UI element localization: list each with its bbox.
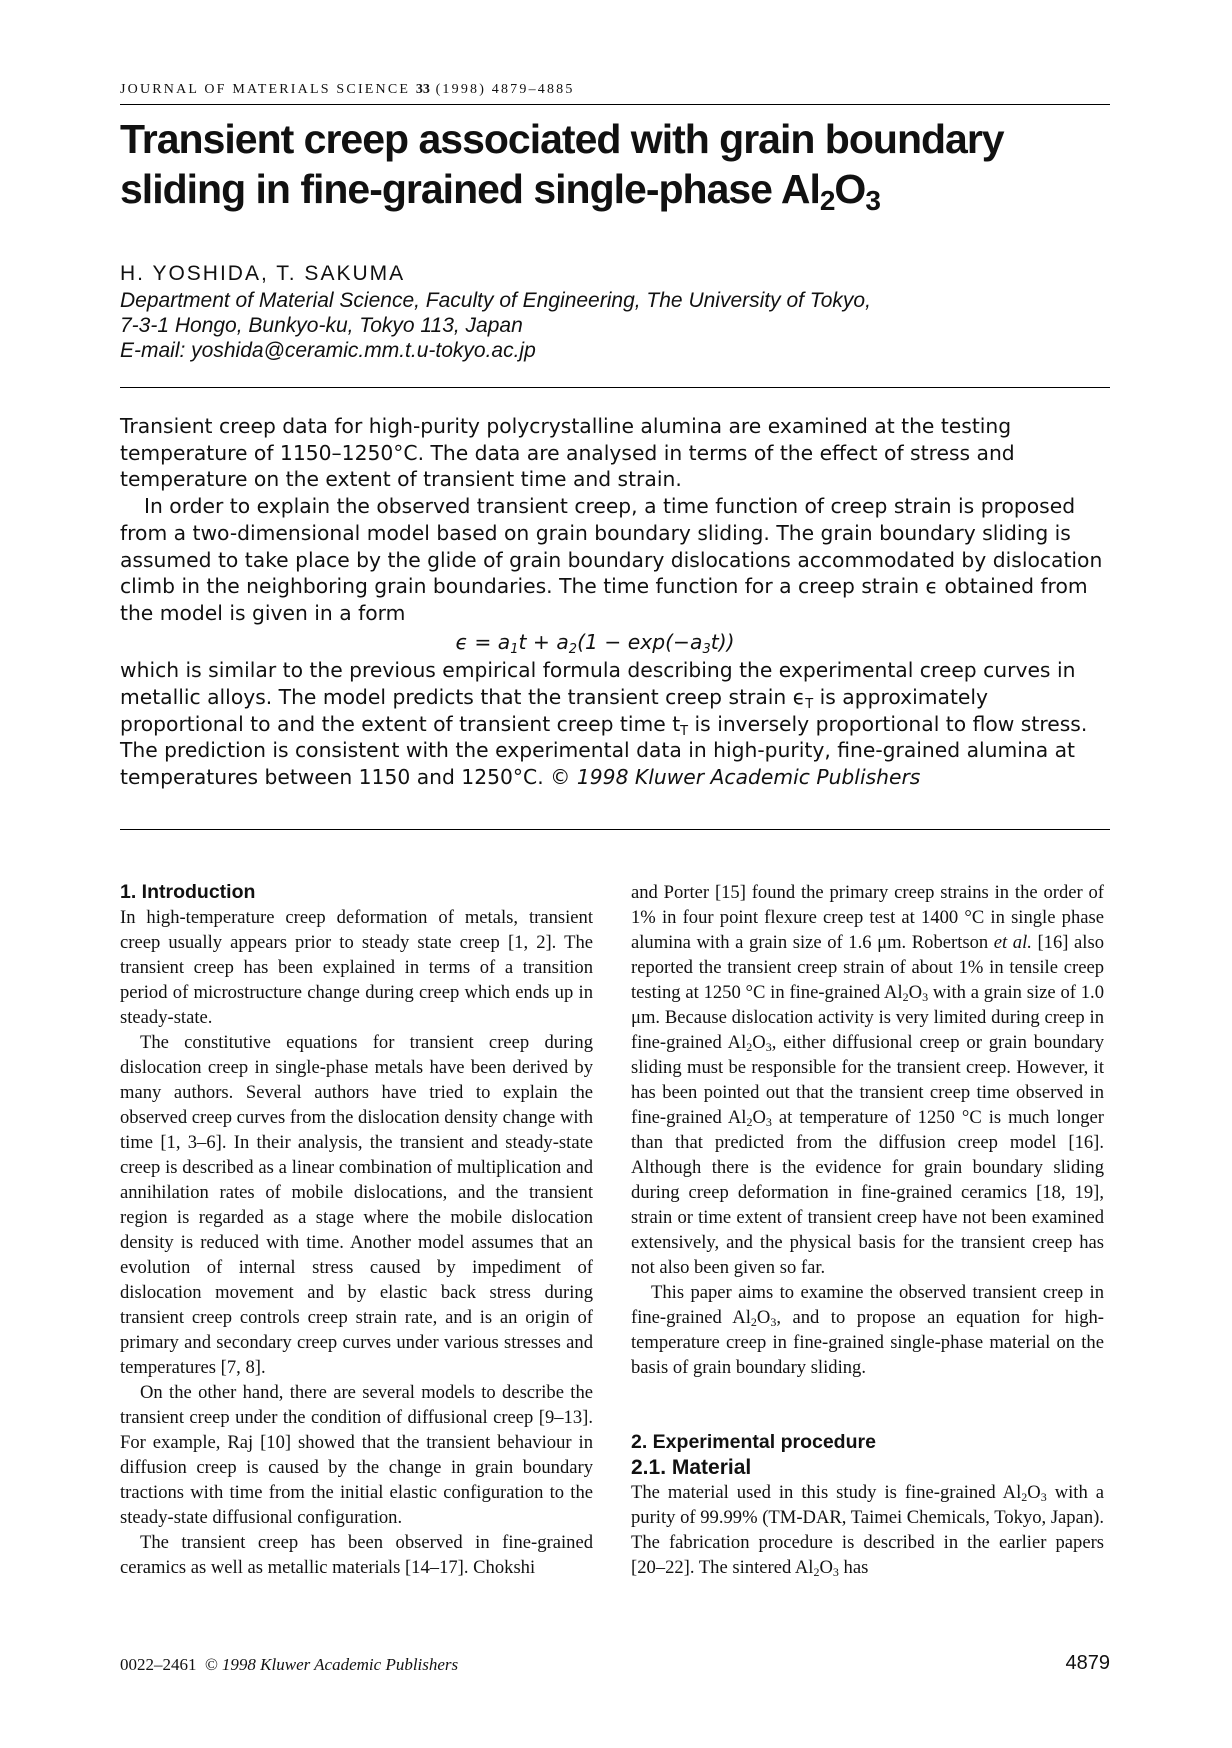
paper-title [120, 114, 1110, 214]
section-2-1-heading: 2.1. Material [631, 1456, 752, 1479]
running-head [120, 82, 1110, 98]
abstract-bottom-rule [120, 829, 1110, 830]
affiliation-line-1: Department of Material Science, Faculty of Engineering, The University of Tokyo, [120, 289, 871, 312]
intro-paragraph-1: In high-temperature creep deformation of metals, transient creep usually appears prior to steady state creep [1, 2]. The transient creep has been explained in terms of a transition period of microstructure change during creep which ends up in steady-state. [120, 907, 593, 1028]
intro-paragraph-3: On the other hand, there are several models to describe the transient creep under the condition of diffusional creep [9–13]. For example, Raj [10] showed that the transient behaviour in diffusion creep is caused by the change in grain boundary tractions with time from the initial elastic configuration to the steady-state diffusional configuration. [120, 1382, 593, 1528]
authors: H. YOSHIDA, T. SAKUMA [120, 262, 406, 285]
journal-volume: 33 [415, 82, 430, 97]
material-paragraph: The material used in this study is fine-grained $Al_2O_3$ with a purity of 99.99% (TM-DAR, Taimei Chemicals, Tokyo, Japan). The fabrication procedure is described in the earlier papers [20–22]. The sintered $Al_2O_3$ has [631, 1482, 1105, 1579]
abstract-top-rule [120, 387, 1110, 388]
section-2-heading: 2. Experimental procedure [631, 1431, 876, 1453]
title-oxygen: O [834, 166, 866, 212]
abstract-paragraph-2: In order to explain the observed transient creep, a time function of creep strain is proposed from a two-dimensional model based on grain boundary sliding. The grain boundary sliding is assumed to take place by the glide of grain boundary dislocations accommodated by dislocation climb in the neighboring grain boundaries. The time function for a creep strain ϵ obtained from the model is given in a form [120, 494, 1103, 625]
footer-issn: 0022–2461 [120, 1655, 197, 1674]
abstract [120, 413, 1110, 791]
intro-paragraph-4-cont: and Porter [15] found the primary creep strains in the order of 1% in four point flexure creep test at 1400 °C in single phase alumina with a grain size of 1.6 μm. Robertson et al. [16] also reported the transient creep strain of about 1% in tensile creep testing at 1250 °C in fine-grained $Al_2O_3$ with a grain size of 1.0 μm. Because dislocation activity is very limited during creep in fine-grained $Al_2O_3$, either diffusional creep or grain boundary sliding must be responsible for the transient creep. However, it has been pointed out that the transient creep time observed in fine-grained $Al_2O_3$ at temperature of 1250 °C is much longer than that predicted from the diffusion creep model [16]. Although there is the evidence for grain boundary sliding during creep deformation in fine-grained ceramics [18, 19], strain or time extent of transient creep have not been examined extensively, and the physical basis for the transient creep has not also been given so far. [631, 882, 1104, 1278]
right-column [631, 880, 1104, 1580]
abstract-copyright: © 1998 Kluwer Academic Publishers [550, 765, 921, 790]
section-1-heading: 1. Introduction [120, 881, 256, 903]
intro-paragraph-4: The transient creep has been observed in fine-grained ceramics as well as metallic materials [14–17]. Chokshi [120, 1532, 593, 1578]
header-rule [120, 104, 1110, 105]
journal-year-pages: (1998) 4879–4885 [435, 82, 575, 97]
abstract-paragraph-3: which is similar to the previous empirical formula describing the experimental creep curves in metallic alloys. The model predicts that the transient creep strain $\epsilon_T$ is approximately proportional to and the extent of transient creep time $t_T$ is inversely proportional to flow stress. The prediction is consistent with the experimental data in high-purity, fine-grained alumina at temperatures between 1150 and 1250°C. © 1998 Kluwer Academic Publishers [120, 658, 1088, 790]
page-number: 4879 [1065, 1652, 1110, 1674]
affiliation-email: E-mail: yoshida@ceramic.mm.t.u-tokyo.ac.jp [120, 339, 536, 362]
abstract-equation: $\epsilon = a_1t + a_2(1 - \exp(-a_3t))$ [455, 629, 735, 657]
title-subscript-2: 2 [819, 185, 835, 216]
left-column [120, 880, 593, 1580]
title-line-2: sliding in fine-grained single-phase Al [120, 166, 820, 212]
affiliation-line-2: 7-3-1 Hongo, Bunkyo-ku, Tokyo 113, Japan [120, 314, 523, 337]
footer-left [120, 1655, 458, 1675]
abstract-paragraph-1: Transient creep data for high-purity polycrystalline alumina are examined at the testing temperature of 1150–1250°C. The data are analysed in terms of the effect of stress and temperature on the extent of transient time and strain. [120, 414, 1015, 492]
title-subscript-3: 3 [865, 185, 880, 216]
journal-name: JOURNAL OF MATERIALS SCIENCE [120, 82, 411, 97]
intro-paragraph-5: This paper aims to examine the observed transient creep in fine-grained $Al_2O_3$, and to propose an equation for high-temperature creep in fine-grained single-phase material on the basis of grain boundary sliding. [631, 1282, 1104, 1378]
intro-paragraph-2: The constitutive equations for transient creep during dislocation creep in single-phase metals have been derived by many authors. Several authors have tried to explain the observed creep curves from the dislocation density change with time [1, 3–6]. In their analysis, the transient and steady-state creep is described as a linear combination of multiplication and annihilation rates of mobile dislocations, and the transient region is regarded as a stage where the mobile dislocation density is reduced with time. Another model assumes that an evolution of internal stress caused by impediment of dislocation movement and by elastic back stress during transient creep controls creep strain rate, and is an origin of primary and secondary creep curves under various stresses and temperatures [7, 8]. [120, 1032, 593, 1378]
footer-copyright: © 1998 Kluwer Academic Publishers [204, 1655, 459, 1674]
affiliation [120, 288, 1110, 363]
title-line-1: Transient creep associated with grain boundary [120, 116, 1004, 162]
